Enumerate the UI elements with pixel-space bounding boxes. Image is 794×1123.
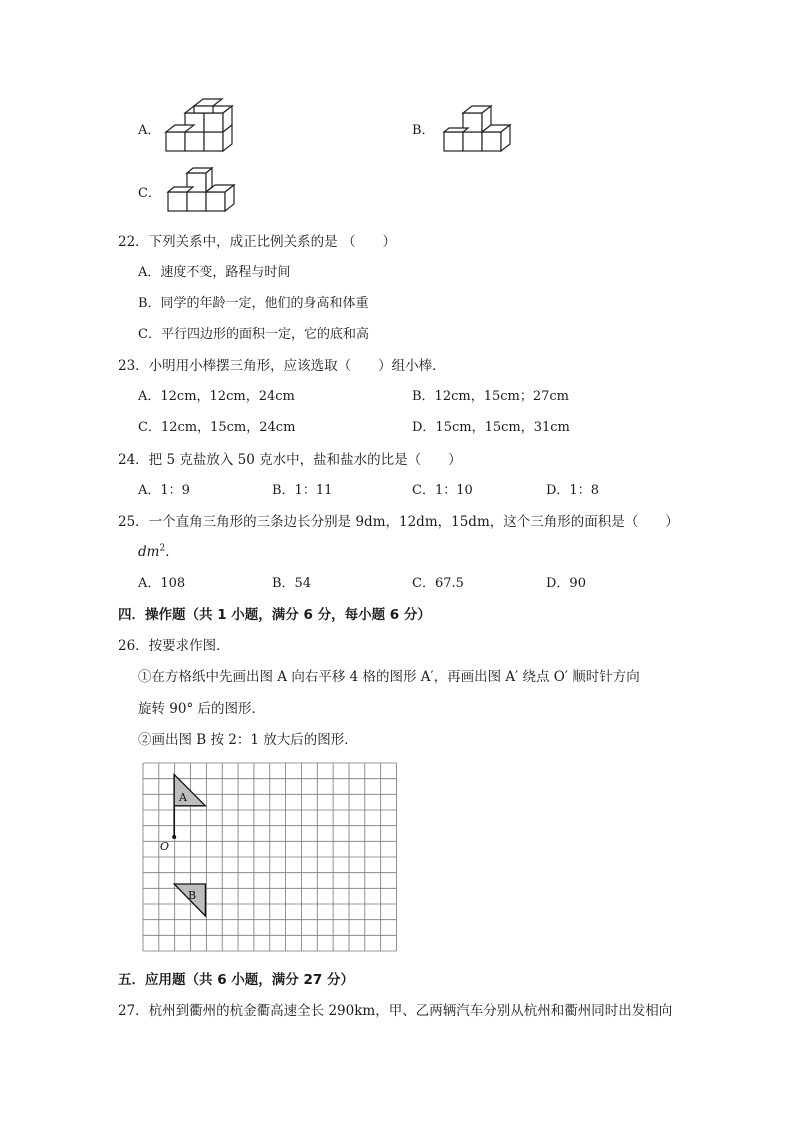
q23-option-d: D．15cm，15cm，31cm xyxy=(412,420,570,435)
q22-stem: 22．下列关系中，成正比例关系的是 （ ） xyxy=(118,234,396,250)
q22-option-a: A．速度不变，路程与时间 xyxy=(138,265,291,280)
q23-option-c: C．12cm，15cm，24cm xyxy=(138,420,296,435)
label-o: O xyxy=(160,840,170,853)
section-5-title: 五．应用题（共 6 小题，满分 27 分） xyxy=(118,972,354,988)
q21-option-c-figure xyxy=(162,166,248,216)
q21-option-a-label: A． xyxy=(138,123,161,138)
q22-option-c: C．平行四边形的面积一定，它的底和高 xyxy=(138,327,369,342)
point-o xyxy=(172,835,176,839)
q25-unit: dm xyxy=(138,544,160,560)
q25-option-a: A．108 xyxy=(138,576,186,591)
q26-instruction-1: ①在方格纸中先画出图 A 向右平移 4 格的图形 A′，再画出图 A′ 绕点 O′ 顺时针方向 xyxy=(138,669,640,685)
q25-unit-sup: 2 xyxy=(159,543,166,554)
section-4-title: 四．操作题（共 1 小题，满分 6 分，每小题 6 分） xyxy=(118,607,431,623)
q26-stem: 26．按要求作图． xyxy=(118,638,230,654)
q25-unit-line xyxy=(138,540,179,560)
q25-option-b: B．54 xyxy=(272,576,312,591)
q24-option-d: D．1：8 xyxy=(546,483,599,498)
q25-stem: 25．一个直角三角形的三条边长分别是 9dm，12dm，15dm，这个三角形的面积是（ ） xyxy=(118,514,679,530)
q25-option-d: D．90 xyxy=(546,576,586,591)
q21-option-b-figure xyxy=(438,100,514,156)
q27-stem: 27．杭州到衢州的杭金衢高速全长 290km，甲、乙两辆汽车分别从杭州和衢州同时出发相向 xyxy=(118,1003,673,1019)
q24-option-b: B．1：11 xyxy=(272,483,333,498)
q25-unit-tail: ． xyxy=(165,544,179,560)
q25-option-c: C．67.5 xyxy=(412,576,464,591)
q21-option-a-figure xyxy=(160,98,250,156)
q21-option-b-label: B． xyxy=(412,123,435,138)
q23-stem: 23．小明用小棒摆三角形，应该选取（ ）组小棒． xyxy=(118,358,446,374)
q24-option-c: C．1：10 xyxy=(412,483,473,498)
q26-instruction-2: 旋转 90° 后的图形． xyxy=(138,701,266,717)
q24-stem: 24．把 5 克盐放入 50 克水中，盐和盐水的比是（ ） xyxy=(118,452,462,468)
q23-option-b: B．12cm，15cm；27cm xyxy=(412,389,570,404)
q23-option-a: A．12cm，12cm，24cm xyxy=(138,389,295,404)
q24-option-a: A．1：9 xyxy=(138,483,190,498)
q21-option-c-label: C． xyxy=(138,186,161,201)
q26-grid-figure xyxy=(143,763,397,952)
q26-instruction-3: ②画出图 B 按 2：1 放大后的图形． xyxy=(138,732,358,748)
q22-option-b: B．同学的年龄一定，他们的身高和体重 xyxy=(138,296,369,311)
label-b: B xyxy=(188,889,197,902)
label-a: A xyxy=(179,791,187,804)
